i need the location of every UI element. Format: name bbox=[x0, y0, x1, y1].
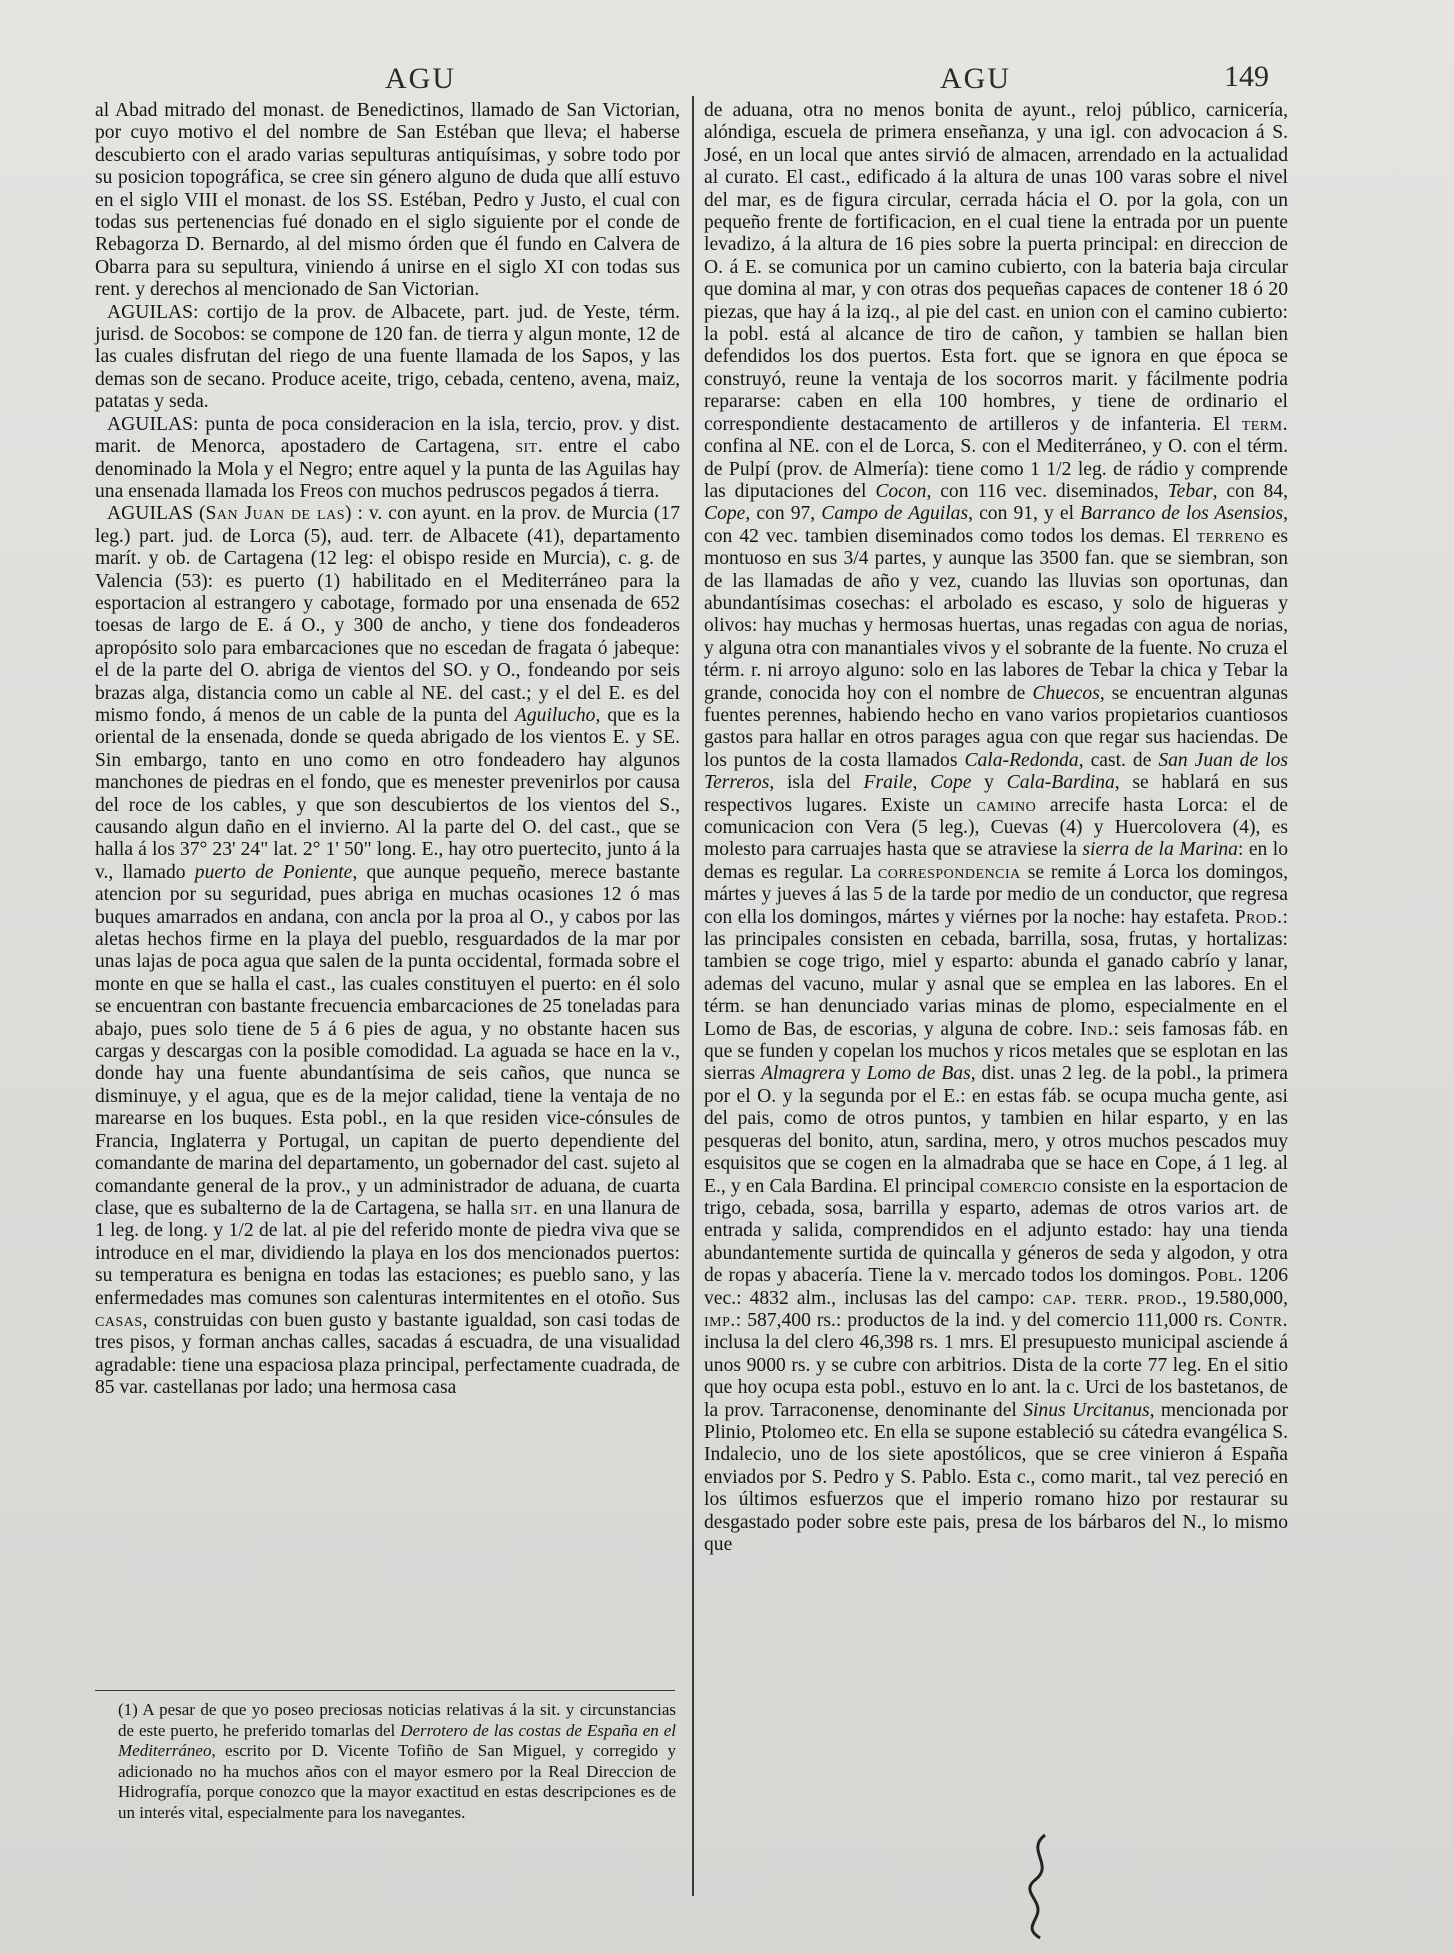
text-span: consiste en la esportacion de trigo, cebada, sosa, barrilla y esparto, ademas de otros varios art. de entrada y salida, comprendidos en el adjunto estado: hay una tienda abundantemente surtida de quincalla y géneros de seda y algodon, y otra de ropas y abacería. Tiene la v. mercado todos los domingos. bbox=[704, 1175, 1288, 1287]
section-keyword: correspondencia bbox=[877, 861, 1021, 883]
place-name: puerto de Poniente bbox=[194, 861, 353, 883]
section-keyword: term. bbox=[1241, 413, 1288, 435]
place-name: Sinus Urcitanus bbox=[1023, 1399, 1150, 1421]
section-keyword: cap. terr. prod. bbox=[1042, 1287, 1182, 1309]
text-span: , dist. unas 2 leg. de la pobl., la primera por el O. y la segunda por el E.: en estas fáb. se ocupa mucha gente, asi del pais, como de otros puntos, y tambien en hilar esparto, y en las pesqueras del bonito, atun, sardina, mero, y otros muchos pescados muy esquisitos que se cogen en la almadraba que se hace en Cope, á 1 leg. al E., y en Cala Bardina. El principal bbox=[704, 1063, 1288, 1197]
text-span: , construidas con buen gusto y bastante igualdad, son casi todas de tres pisos, y forman anchas calles, sacadas á escuadra, de una visualidad agradable: tiene una espaciosa plaza principal, perfectamente cuadrada, de 85 var. castellanas por lado; una hermosa casa bbox=[95, 1309, 680, 1399]
column-divider bbox=[692, 96, 694, 1896]
text-span: , 19.580,000, bbox=[1181, 1287, 1288, 1309]
section-keyword: terreno bbox=[1196, 525, 1265, 547]
paragraph-abad: al Abad mitrado del monast. de Benedictinos, llamado de San Victorian, por cuyo motivo el del nombre de San Estéban que lleva; el haberse descubierto con el arado varias sepulturas antiquísimas, y sobre todo por su posicion topográfica, se cree sin género alguno de duda que allí estuvo en el siglo VIII el monast. de los SS. Estéban, Pedro y Justo, el cual con todas sus pertenencias fué donado en el siglo siguiente por el conde de Rebagorza D. Bernardo, al del mismo órden que él fundo en Calvera de Obarra para su sepultura, viniendo á unirse en el siglo XI con todas sus rent. y derechos al mencionado de San Victorian. bbox=[95, 100, 680, 301]
place-name: Almagrera bbox=[760, 1063, 846, 1085]
text-span: y bbox=[845, 1063, 867, 1085]
place-name: Cope bbox=[704, 503, 746, 525]
entry-aguilas-punta bbox=[95, 414, 680, 504]
page-number: 149 bbox=[1224, 60, 1269, 93]
text-span: , escrito por D. Vicente Tofiño de San Miguel, y corregido y adicionado no ha muchos años con el mayor esmero por la Real Direccion de Hidrografía, porque conozco que la mayor exactitud en estas descripciones es de un interés vital, especialmente para los navegantes. bbox=[118, 1741, 676, 1822]
section-keyword: comercio bbox=[979, 1175, 1058, 1197]
footnote bbox=[118, 1700, 676, 1824]
text-span: de aduana, otra no menos bonita de ayunt., reloj público, carnicería, alóndiga, escuela de primera enseñanza, y una igl. con advocacion á S. José, en un local que antes sirvió de almacen, arrendado en la actualidad al curato. El cast., edificado á la altura de unas 100 varas sobre el nivel del mar, es de figura circular, cerrada hácia el O. por la gola, con un pequeño frente de fortificacion, en el cual tiene la entrada por un puente levadizo, á la altura de 16 pies sobre la puerta principal: en direccion de O. á E. se comunica por un camino cubierto, con la bateria baja circular que domina al mar, y con otras dos pequeñas capaces de contener 18 ó 20 piezas, que hay á la izq., al pie del cast. en union con el camino cubierto: la pobl. está al alcance de tiro de cañon, y tambien se hallan bien defendidos los dos puertos. Esta fort. que se ignora en que época se construyó, reune la ventaja de los socorros marit. y fácilmente podria repararse: caben en ella 100 hombres, y tiene de ordinario el correspondiente destacamento de artilleros y de infanteria. El bbox=[704, 100, 1288, 435]
section-keyword: imp. bbox=[704, 1309, 736, 1331]
place-name: Cala-Redonda bbox=[964, 749, 1079, 771]
text-span: : 587,400 rs.: productos de la ind. y del comercio 111,000 rs. bbox=[735, 1309, 1229, 1331]
entry-subtitle: San Juan de las bbox=[205, 503, 346, 525]
place-name: Lomo de Bas bbox=[866, 1063, 971, 1085]
right-column bbox=[704, 100, 1288, 1556]
text-span: : seis famosas fáb. en que se funden y copelan los muchos y ricos metales que se esplotan en las sierras bbox=[704, 1018, 1288, 1085]
paragraph-continued bbox=[704, 100, 1288, 1556]
footnote-divider bbox=[95, 1690, 675, 1691]
place-name: Chuecos bbox=[1032, 682, 1100, 704]
text-span: AGUILAS: punta de poca consideracion en la isla, tercio, prov. y dist. marit. de Menorca, apostadero de Cartagena, bbox=[95, 413, 680, 458]
ink-mark bbox=[1015, 1830, 1065, 1940]
text-span: , se encuentran algunas fuentes perennes, habiendo hecho en vano varios propietarios cuantiosos gastos para hallar en otros parages agua con que regar sus haciendas. De los puntos de la costa llamados bbox=[704, 682, 1288, 771]
text-span: y bbox=[971, 772, 1007, 794]
text-span: , con 91, y el bbox=[968, 503, 1081, 525]
text-span: , con 116 vec. diseminados, bbox=[926, 480, 1168, 502]
place-name: Cala-Bardina bbox=[1006, 772, 1115, 794]
right-running-head: AGU bbox=[940, 62, 1011, 95]
text-span: , bbox=[912, 772, 931, 794]
entry-aguilas-villa bbox=[95, 503, 680, 1399]
book-title: Derrotero de las costas de España en el Mediterráneo bbox=[118, 1720, 676, 1761]
place-name: sierra de la Marina bbox=[1082, 839, 1238, 861]
text-span: en una llanura de 1 leg. de long. y 1/2 de lat. al pie del referido monte de piedra viva que se introduce en el mar, dividiendo la playa en los dos mencionados puertos: su temperatura es benigna en todas las estaciones; es pueblo sano, y las enfermedades mas comunes son calenturas intermitentes en el otoño. Sus bbox=[95, 1197, 680, 1309]
section-keyword: Pobl. bbox=[1196, 1265, 1243, 1287]
entry-aguilas-cortijo: AGUILAS: cortijo de la prov. de Albacete, part. jud. de Yeste, térm. jurisd. de Socobos: se compone de 120 fan. de tierra y algun monte, 12 de las cuales disfrutan del riego de una fuente llamada de los Sapos, y las demas son de secano. Produce aceite, trigo, cebada, centeno, avena, maiz, patatas y seda. bbox=[95, 301, 680, 413]
section-keyword: Ind. bbox=[1079, 1018, 1114, 1040]
text-span: , cast. de bbox=[1078, 749, 1159, 771]
place-name: San Juan de los Terreros bbox=[704, 749, 1288, 794]
place-name: Fraile bbox=[863, 772, 913, 794]
left-running-head: AGU bbox=[385, 62, 456, 95]
place-name: Barranco de los Asensios bbox=[1080, 503, 1284, 525]
place-name: Aguilucho bbox=[514, 704, 596, 726]
section-keyword: Contr. bbox=[1228, 1309, 1288, 1331]
text-span: , con 42 vec. tambien diseminados como todos los demas. El bbox=[704, 503, 1288, 547]
text-span: , que es la oriental de la ensenada, donde se queda abrigado de los vientos E. y SE. Sin embargo, tanto en uno como en otro fondeadero hay algunos manchones de piedras en el fondo, que es menester prevenirlos por causa del roce de los cables, y que son descubiertos de los vientos del S., causando algun daño en el invierno. Al la parte del O. del cast., que se halla á los 37° 23' 24" lat. 2° 1' 50" long. E., hay otro puertecito, junto á la v., llamado bbox=[95, 704, 680, 883]
place-name: Cocon bbox=[875, 480, 927, 502]
text-span: , mencionada por Plinio, Ptolomeo etc. En ella se supone estableció su cátedra evangélica S. Indalecio, uno de los siete apostólicos, que se cree vinieron á España enviados por S. Pedro y S. Pablo. Esta c., como marit., tal vez pereció en los últimos esfuerzos que el imperio romano hizo por restaurar su desgastado poder sobre este pais, presa de los bárbaros del N., lo mismo que bbox=[704, 1399, 1288, 1555]
left-column bbox=[95, 100, 680, 1400]
text-span: entre el cabo denominado la Mola y el Negro; entre aquel y la punta de las Aguilas hay una ensenada llamada los Freos con muchos pedruscos pegados á tierra. bbox=[95, 436, 680, 502]
text-span: se remite á Lorca los domingos, mártes y jueves á las 5 de la tarde por medio de un conductor, que regresa con ella los domingos, mártes y viérnes por la noche: hay estafeta. bbox=[704, 861, 1288, 928]
text-span: ) : v. con ayunt. en la prov. de Murcia (17 leg.) part. jud. de Lorca (5), aud. terr. de Albacete (41), departamento marít. y ob. de Cartagena (12 leg: el obispo reside en Murcia), c. g. de Valencia (53): es puerto (1) habilitado en el Mediterráneo para la esportacion al estrangero y cabotage, formado por una ensenada de 652 toesas de largo de E. á O., y 300 de ancho, y tiene dos fondeaderos apropósito solo para embarcaciones que no escedan de fragata ó jabeque: el de la parte del O. abriga de vientos del SO. y O., fondeando por seis brazas alga, distancia como un cable al NE. del cast.; y el del E. es del mismo fondo, á menos de un cable de la punta del bbox=[95, 503, 680, 726]
text-span: , con 97, bbox=[745, 503, 822, 525]
text-span: : las principales consisten en cebada, barrilla, sosa, frutas, y hortalizas: tambien se coge trigo, miel y esparto: abunda el ganado cabrío y lanar, ademas del vacuno, mular y asnal que se emplea en las labores. En el térm. se han denunciado varias minas de plomo, especialmente en el Lomo de Bas, de escorias, y alguna de cobre. bbox=[704, 906, 1288, 1040]
abbrev-sit: sit. bbox=[510, 1197, 539, 1219]
text-span: , se hablará en sus respectivos lugares. Existe un bbox=[704, 772, 1289, 816]
place-name: Tebar bbox=[1167, 480, 1213, 502]
text-span: es montuoso en sus 3/4 partes, y aunque las 3500 fan. que se siembran, son de las llamadas de año y vez, cuando las lluvias son oportunas, dan abundantísimas cosechas: el arbolado es escaso, y solo de higueras y olivos: hay muchas y hermosas huertas, unas regadas con agua de norias, y alguna otra con manantiales vivos y el sobrante de la fuente. No cruza el térm. r. ni arroyo alguno: solo en las labores de Tebar la chica y Tebar la grande, conocida hoy con el nombre de bbox=[704, 525, 1288, 704]
section-keyword: casas bbox=[95, 1309, 143, 1331]
section-keyword: Prod. bbox=[1234, 906, 1283, 928]
text-span: , que aunque pequeño, merece bastante atencion por su seguridad, pues abriga en muchas ocasiones 12 ó mas buques amarrados en andana, con ancla por la proa al O., y cabos por las aletas hechos firme en la playa del pueblo, resguardados de la mar por unas lajas de poca agua que salen de la punta occidental, formada sobre el monte en que se halla el cast., las cuales constituyen el puerto: en él solo se encuentran con bastante frecuencia embarcaciones de 25 toneladas para abajo, pues solo tiene de 5 á 6 pies de agua, y no obstante hacen sus cargas y descargas con la posible comodidad. La aguada se hace en la v., donde hay una fuente abundantísima de seis caños, que nunca se disminuye, y el agua, que es de la mejor calidad, tiene la ventaja de no marearse en los buques. Esta pobl., en la que residen vice-cónsules de Francia, Inglaterra y Portugal, un capitan de puerto dependiente del comandante de marina del departamento, un gobernador del cast. sujeto al comandante general de la prov., y un administrador de aduana, de cuarta clase, que es subalterno de la de Cartagena, se halla bbox=[95, 861, 680, 1219]
place-name: Cope bbox=[930, 772, 972, 794]
text-span: arrecife hasta Lorca: el de comunicacion con Vera (5 leg.), Cuevas (4) y Huercolovera (4), es molesto para carruajes hasta que se atraviese la bbox=[704, 794, 1288, 861]
text-span: confina al NE. con el de Lorca, S. con el Mediterráneo, y O. con el térm. de Pulpí (prov. de Almería): tiene como 1 1/2 leg. de rádio y comprende las diputaciones del bbox=[704, 436, 1288, 502]
section-keyword: camino bbox=[976, 794, 1037, 816]
text-span: 1206 vec.: 4832 alm., inclusas las del campo: bbox=[704, 1265, 1288, 1309]
text-span: : en lo demas es regular. La bbox=[704, 839, 1288, 883]
text-span: , isla del bbox=[769, 772, 864, 794]
text-span: , con 84, bbox=[1212, 480, 1288, 502]
text-span: AGUILAS ( bbox=[107, 503, 206, 525]
text-span: (1) A pesar de que yo poseo preciosas noticias relativas á la sit. y circunstancias de este puerto, he preferido tomarlas del bbox=[118, 1700, 676, 1740]
text-span: inclusa la del clero 46,398 rs. 1 mrs. El presupuesto municipal asciende á unos 9000 rs. y se cubre con arbitrios. Dista de la corte 77 leg. En el sitio que hoy ocupa esta pobl., estuvo en lo ant. la c. Urci de los bastetanos, de la prov. Tarraconense, denominante del bbox=[704, 1332, 1288, 1421]
place-name: Campo de Aguilas bbox=[821, 503, 969, 525]
abbrev-sit: sit. bbox=[515, 436, 544, 458]
